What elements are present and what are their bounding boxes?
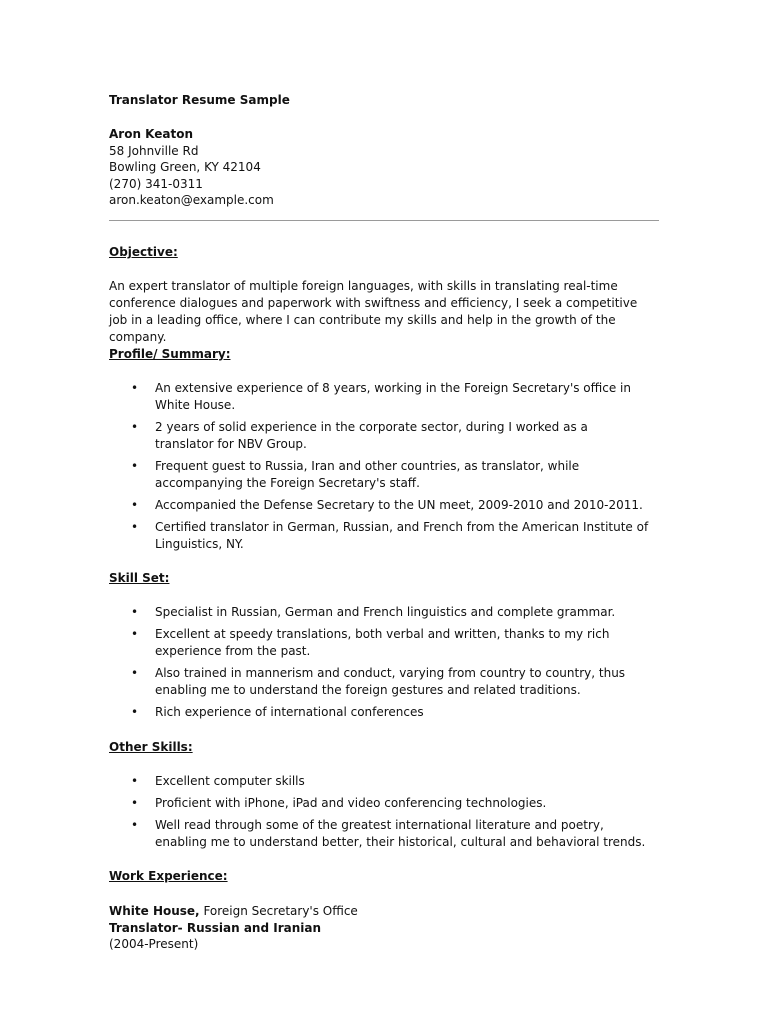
profile-list xyxy=(109,380,649,558)
list-item xyxy=(109,773,649,790)
list-item-text: Excellent at speedy translations, both verbal and written, thanks to my rich experience from the past. xyxy=(155,627,610,658)
work-department: Foreign Secretary's Office xyxy=(199,904,358,918)
bullet-icon: • xyxy=(131,818,139,832)
contact-street: 58 Johnville Rd xyxy=(109,143,199,158)
list-item xyxy=(109,380,649,414)
work-employer-line xyxy=(109,903,358,920)
work-role: Translator- Russian and Iranian xyxy=(109,920,322,935)
bullet-icon: • xyxy=(131,520,139,534)
work-heading: Work Experience: xyxy=(109,869,228,883)
list-item-text: Specialist in Russian, German and French linguistics and complete grammar. xyxy=(155,605,616,619)
bullet-icon: • xyxy=(131,459,139,473)
bullet-icon: • xyxy=(131,498,139,512)
bullet-icon: • xyxy=(131,420,139,434)
list-item xyxy=(109,519,649,553)
bullet-icon: • xyxy=(131,627,139,641)
bullet-icon: • xyxy=(131,705,139,719)
list-item-text: Rich experience of international conferences xyxy=(155,705,424,719)
section-divider xyxy=(109,220,659,221)
list-item-text: An extensive experience of 8 years, working in the Foreign Secretary's office in White House. xyxy=(155,381,631,412)
bullet-icon: • xyxy=(131,381,139,395)
contact-block xyxy=(109,126,274,209)
list-item-text: Also trained in mannerism and conduct, varying from country to country, thus enabling me to understand the foreign gestures and related traditions. xyxy=(155,666,626,697)
bullet-icon: • xyxy=(131,666,139,680)
objective-text: An expert translator of multiple foreign languages, with skills in translating real-time conference dialogues and paperwork with swiftness and efficiency, I seek a competitive job in a leading office, where I can contribute my skills and help in the growth of the company. xyxy=(109,279,638,344)
list-item-text: Frequent guest to Russia, Iran and other countries, as translator, while accompanying the Foreign Secretary's staff. xyxy=(155,459,580,490)
list-item xyxy=(109,795,649,812)
list-item xyxy=(109,817,649,851)
list-item xyxy=(109,626,649,660)
contact-phone: (270) 341-0311 xyxy=(109,176,203,191)
list-item-text: Well read through some of the greatest international literature and poetry, enabling me to understand better, their historical, cultural and behavioral trends. xyxy=(155,818,646,849)
other-skills-list xyxy=(109,773,649,856)
contact-name: Aron Keaton xyxy=(109,127,194,141)
work-period: (2004-Present) xyxy=(109,937,199,951)
list-item-text: Proficient with iPhone, iPad and video conferencing technologies. xyxy=(155,796,547,810)
list-item-text: Excellent computer skills xyxy=(155,774,305,788)
contact-city: Bowling Green, KY 42104 xyxy=(109,160,261,174)
other-skills-heading: Other Skills: xyxy=(109,740,193,754)
bullet-icon: • xyxy=(131,796,139,810)
skills-heading: Skill Set: xyxy=(109,571,170,585)
work-entry xyxy=(109,903,358,953)
list-item-text: Certified translator in German, Russian, and French from the American Institute of Linguistics, NY. xyxy=(155,520,649,551)
work-employer: White House, xyxy=(109,904,200,918)
list-item xyxy=(109,604,649,621)
bullet-icon: • xyxy=(131,774,139,788)
list-item xyxy=(109,665,649,699)
list-item xyxy=(109,419,649,453)
document-title: Translator Resume Sample xyxy=(109,93,290,107)
bullet-icon: • xyxy=(131,605,139,619)
list-item xyxy=(109,704,649,721)
contact-email: aron.keaton@example.com xyxy=(109,193,274,207)
profile-heading: Profile/ Summary: xyxy=(109,347,231,361)
list-item-text: 2 years of solid experience in the corporate sector, during I worked as a translator for NBV Group. xyxy=(155,420,588,451)
list-item-text: Accompanied the Defense Secretary to the UN meet, 2009-2010 and 2010-2011. xyxy=(155,498,643,512)
list-item xyxy=(109,497,649,514)
list-item xyxy=(109,458,649,492)
objective-heading: Objective: xyxy=(109,245,178,259)
skills-list xyxy=(109,604,649,726)
